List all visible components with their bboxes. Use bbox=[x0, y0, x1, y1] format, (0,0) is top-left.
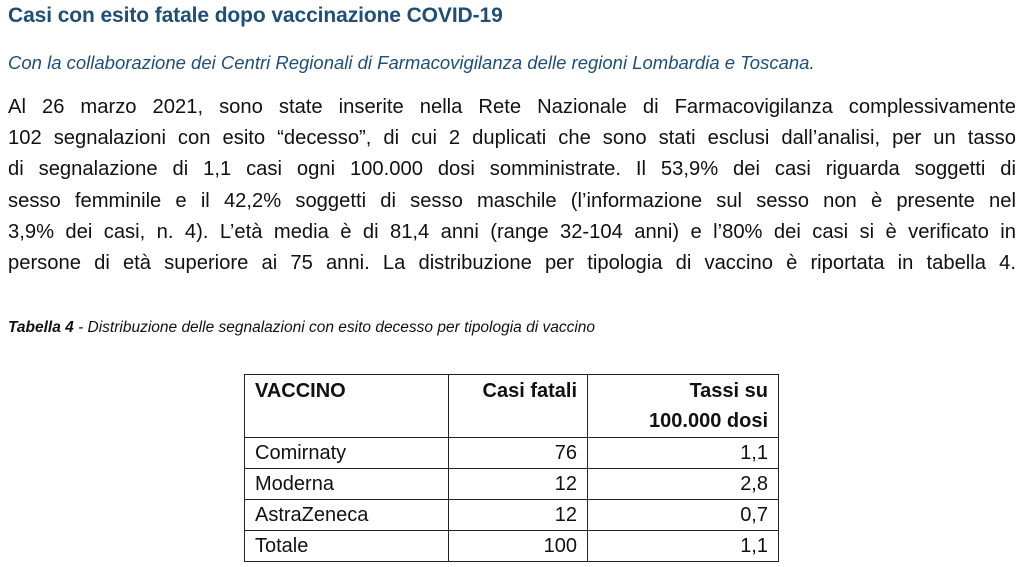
paragraph-line: 3,9% dei casi, n. 4). L’età media è di 81,4 anni (range 32-104 anni) e l’80% dei casi si è verificato in bbox=[8, 220, 1016, 243]
paragraph-line: sesso femminile e il 42,2% soggetti di sesso maschile (l’informazione sul sesso non è presente nel bbox=[8, 189, 1016, 212]
paragraph-line: Al 26 marzo 2021, sono state inserite nella Rete Nazionale di Farmacovigilanza complessivamente bbox=[8, 96, 1016, 118]
cell-cases: 76 bbox=[449, 438, 588, 469]
table-caption-text: - Distribuzione delle segnalazioni con esito decesso per tipologia di vaccino bbox=[73, 319, 596, 336]
cell-vaccine: Comirnaty bbox=[245, 438, 449, 469]
paragraph-line: di segnalazione di 1,1 casi ogni 100.000 dosi somministrate. Il 53,9% dei casi riguarda soggetti di bbox=[8, 158, 1016, 181]
header-vaccine: VACCINO bbox=[245, 375, 449, 438]
table-caption bbox=[8, 319, 595, 337]
header-rate bbox=[588, 375, 779, 438]
body-paragraph bbox=[8, 92, 1018, 279]
cell-rate: 2,8 bbox=[588, 469, 779, 500]
cell-rate: 0,7 bbox=[588, 500, 779, 531]
table-row bbox=[245, 469, 779, 500]
cell-cases: 12 bbox=[449, 500, 588, 531]
cell-vaccine: Totale bbox=[245, 531, 449, 562]
table-row-total bbox=[245, 531, 779, 562]
cell-rate: 1,1 bbox=[588, 438, 779, 469]
cell-cases: 100 bbox=[449, 531, 588, 562]
cell-rate: 1,1 bbox=[588, 531, 779, 562]
table-row bbox=[245, 500, 779, 531]
paragraph-line: persone di età superiore ai 75 anni. La distribuzione per tipologia di vaccino è riportata in tabella 4. bbox=[8, 252, 1016, 275]
cell-vaccine: AstraZeneca bbox=[245, 500, 449, 531]
vaccine-deaths-table bbox=[244, 374, 779, 562]
document-title: Casi con esito fatale dopo vaccinazione COVID-19 bbox=[8, 4, 503, 27]
cell-vaccine: Moderna bbox=[245, 469, 449, 500]
table-row bbox=[245, 438, 779, 469]
document-subtitle: Con la collaborazione dei Centri Regionali di Farmacovigilanza delle regioni Lombardia e Toscana. bbox=[8, 52, 815, 73]
header-fatal-cases: Casi fatali bbox=[449, 375, 588, 438]
table-caption-label: Tabella 4 bbox=[8, 319, 74, 336]
paragraph-line: 102 segnalazioni con esito “decesso”, di cui 2 duplicati che sono stati esclusi dall’analisi, per un tasso bbox=[8, 127, 1016, 150]
table-header-row bbox=[245, 375, 779, 438]
header-rate-line1: Tassi su bbox=[689, 380, 768, 402]
header-rate-line2: 100.000 dosi bbox=[649, 410, 768, 432]
cell-cases: 12 bbox=[449, 469, 588, 500]
